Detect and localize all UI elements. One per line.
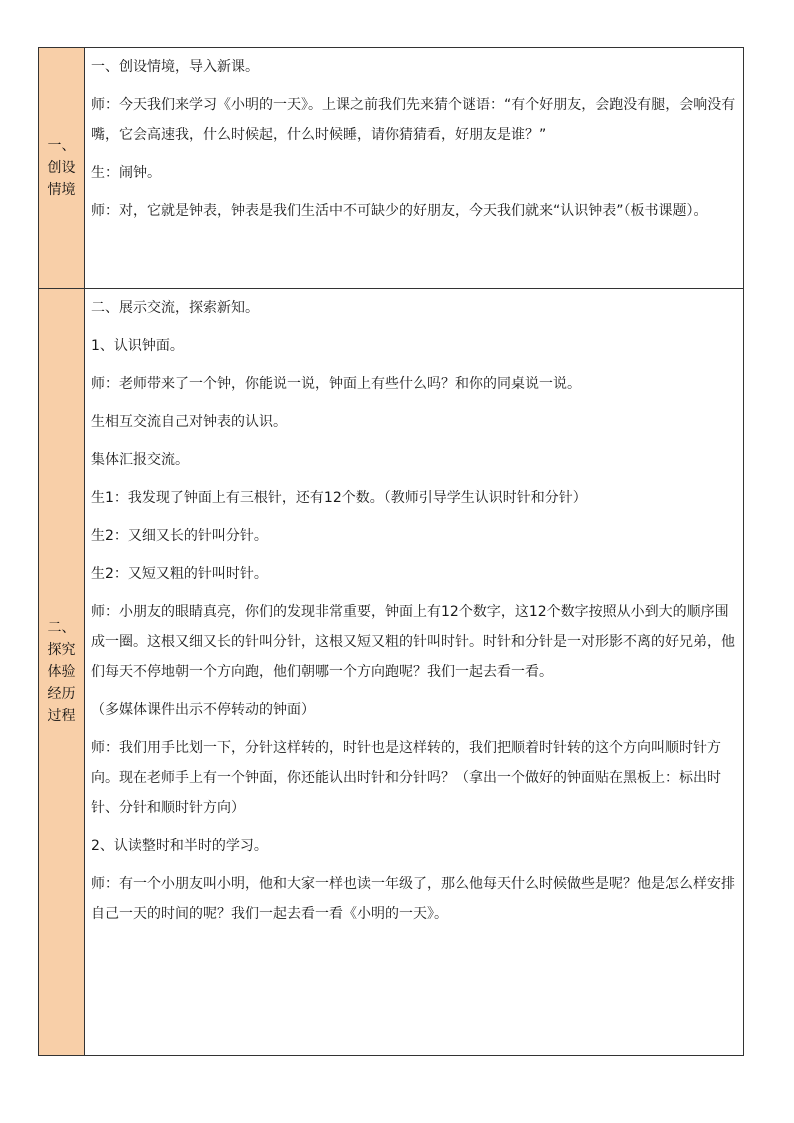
section-row-explore — [39, 289, 744, 1056]
paragraph: 生1：我发现了钟面上有三根针，还有12个数。（教师引导学生认识时针和分针） — [91, 490, 587, 506]
subheading: 2、认读整时和半时的学习。 — [91, 838, 268, 854]
paragraph: 生2：又短又粗的针叫时针。 — [91, 566, 268, 582]
section-label-line: 探究 — [47, 642, 76, 658]
section-heading: 二、展示交流，探索新知。 — [91, 300, 259, 316]
section-label-cell — [39, 48, 85, 289]
section-label-line: 过程 — [47, 708, 76, 724]
section-label-line: 体验 — [47, 664, 76, 680]
paragraph: 师：老师带来了一个钟，你能说一说，钟面上有些什么吗？和你的同桌说一说。 — [91, 376, 581, 392]
section-content-cell — [85, 48, 744, 289]
section-label-line: 经历 — [47, 686, 76, 702]
section-heading: 一、创设情境，导入新课。 — [91, 59, 259, 75]
paragraph: 师：对，它就是钟表，钟表是我们生活中不可缺少的好朋友，今天我们就来“认识钟表”（板书课题）。 — [91, 203, 708, 219]
section-label-cell — [39, 289, 85, 1056]
section-label-line: 一、 — [47, 138, 76, 154]
subheading: 1、认识钟面。 — [91, 338, 184, 354]
section-row-intro — [39, 48, 744, 289]
paragraph: 生：闹钟。 — [91, 165, 161, 181]
paragraph: 生2：又细又长的针叫分针。 — [91, 528, 268, 544]
paragraph: （多媒体课件出示不停转动的钟面） — [91, 702, 315, 718]
lesson-plan-table — [38, 47, 744, 1056]
section-label-line: 创设 — [47, 160, 76, 176]
section-label-line: 二、 — [47, 620, 76, 636]
paragraph: 师：有一个小朋友叫小明，他和大家一样也读一年级了，那么他每天什么时候做些是呢？他是怎么样安排自己一天的时间的呢？我们一起去看一看《小明的一天》。 — [91, 876, 735, 922]
paragraph: 师：小朋友的眼睛真亮，你们的发现非常重要，钟面上有12个数字，这12个数字按照从小到大的顺序围成一圈。这根又细又长的针叫分针，这根又短又粗的针叫时针。时针和分针是一对形影不离的好兄弟，他们每天不停地朝一个方向跑，他们朝哪一个方向跑呢？我们一起去看一看。 — [91, 604, 735, 680]
paragraph: 生相互交流自己对钟表的认识。 — [91, 414, 287, 430]
paragraph: 集体汇报交流。 — [91, 452, 189, 468]
paragraph: 师：今天我们来学习《小明的一天》。上课之前我们先来猜个谜语：“有个好朋友，会跑没有腿，会响没有嘴，它会高速我，什么时候起，什么时候睡，请你猜猜看，好朋友是谁？” — [91, 97, 736, 143]
paragraph: 师：我们用手比划一下，分针这样转的，时针也是这样转的，我们把顺着时针转的这个方向叫顺时针方向。现在老师手上有一个钟面，你还能认出时针和分针吗？（拿出一个做好的钟面贴在黑板上：标出时针、分针和顺时针方向） — [91, 740, 721, 816]
section-label-line: 情境 — [47, 182, 76, 198]
section-content-cell — [85, 289, 744, 1056]
